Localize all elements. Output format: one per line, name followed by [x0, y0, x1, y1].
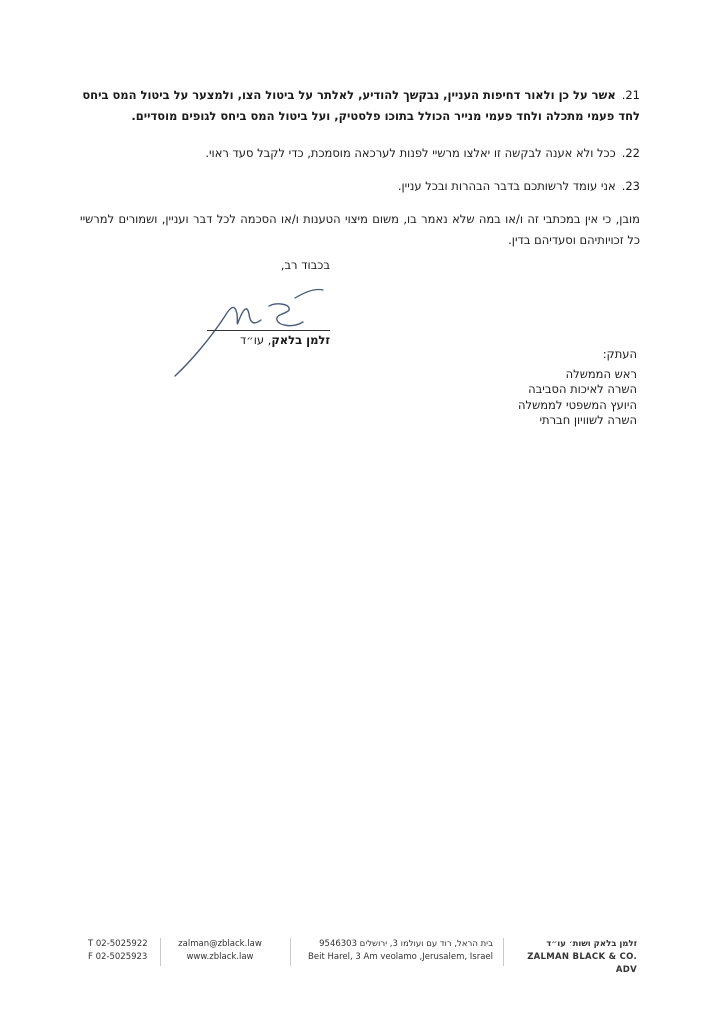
cc-recipient: ראש הממשלה	[565, 366, 637, 381]
footer-fax: F 02-5025923	[88, 952, 148, 962]
signer-name-text: זלמן בלאק	[271, 333, 330, 347]
footer-address-he: בית הראל, רוד עם ועולמו 3, ירושלים 9546303	[319, 939, 493, 949]
footer-address	[300, 938, 493, 964]
paragraph-number: 23.	[621, 179, 640, 193]
footer-divider	[290, 938, 291, 966]
cc-recipient: השרה לשוויון חברתי	[539, 413, 637, 427]
footer-phone: T 02-5025922	[88, 939, 148, 949]
paragraph-22	[80, 143, 640, 164]
footer-firm	[512, 938, 637, 977]
cc-title: העתק:	[602, 347, 637, 361]
regards-line: בכבוד רב,	[280, 258, 330, 272]
paragraph-text: אשר על כן ולאור דחיפות העניין, נבקשך להודיע, לאלתר על ביטול הצו, ולמצער על ביטול המס ביחס לחד פעמי מתכלה ולחד פעמי מנייר הכולל בתוכו פלסטיק, ועל ביטול המס ביחס לגופים מוסדיים.	[82, 88, 640, 123]
footer-firm-he: זלמן בלאק ושות׳ עו״ד	[546, 939, 637, 949]
footer-website[interactable]: www.zblack.law	[186, 952, 254, 962]
footer-divider	[503, 938, 504, 966]
paragraph-text: ככל ולא אענה לבקשה זו יאלצו מרשיי לפנות לערכאה מוסמכת, כדי לקבל סעד ראוי.	[205, 146, 616, 160]
signer-title: , עו״ד	[240, 333, 272, 347]
footer-contact	[170, 938, 270, 964]
paragraph-21	[80, 85, 640, 127]
paragraph-number: 21.	[621, 88, 640, 102]
cc-block	[440, 347, 637, 429]
footer-divider	[160, 938, 161, 966]
footer-firm-en: ZALMAN BLACK & CO. ADV	[527, 952, 637, 975]
closing-paragraph: מובן, כי אין במכתבי זה ו/או במה שלא נאמר בו, משום מיצוי הטענות ו/או הסכמה לכל דבר ועניין, ושמורים למרשיי כל זכויותיהם וסעדיהם בדין.	[80, 212, 640, 247]
signature-line	[207, 330, 330, 331]
paragraph-23	[80, 176, 640, 197]
signer-name	[180, 333, 330, 347]
footer-phones	[88, 938, 150, 964]
footer-address-en: Beit Harel, 3 Am veolamo ,Jerusalem, Israel	[308, 952, 493, 962]
paragraph-text: אני עומד לרשותכם בדבר הבהרות ובכל עניין.	[397, 179, 616, 193]
cc-recipient: היועץ המשפטי לממשלה	[518, 397, 637, 412]
cc-recipient: השרה לאיכות הסביבה	[528, 382, 637, 396]
paragraph-number: 22.	[621, 146, 640, 160]
footer-email[interactable]: zalman@zblack.law	[178, 939, 262, 949]
